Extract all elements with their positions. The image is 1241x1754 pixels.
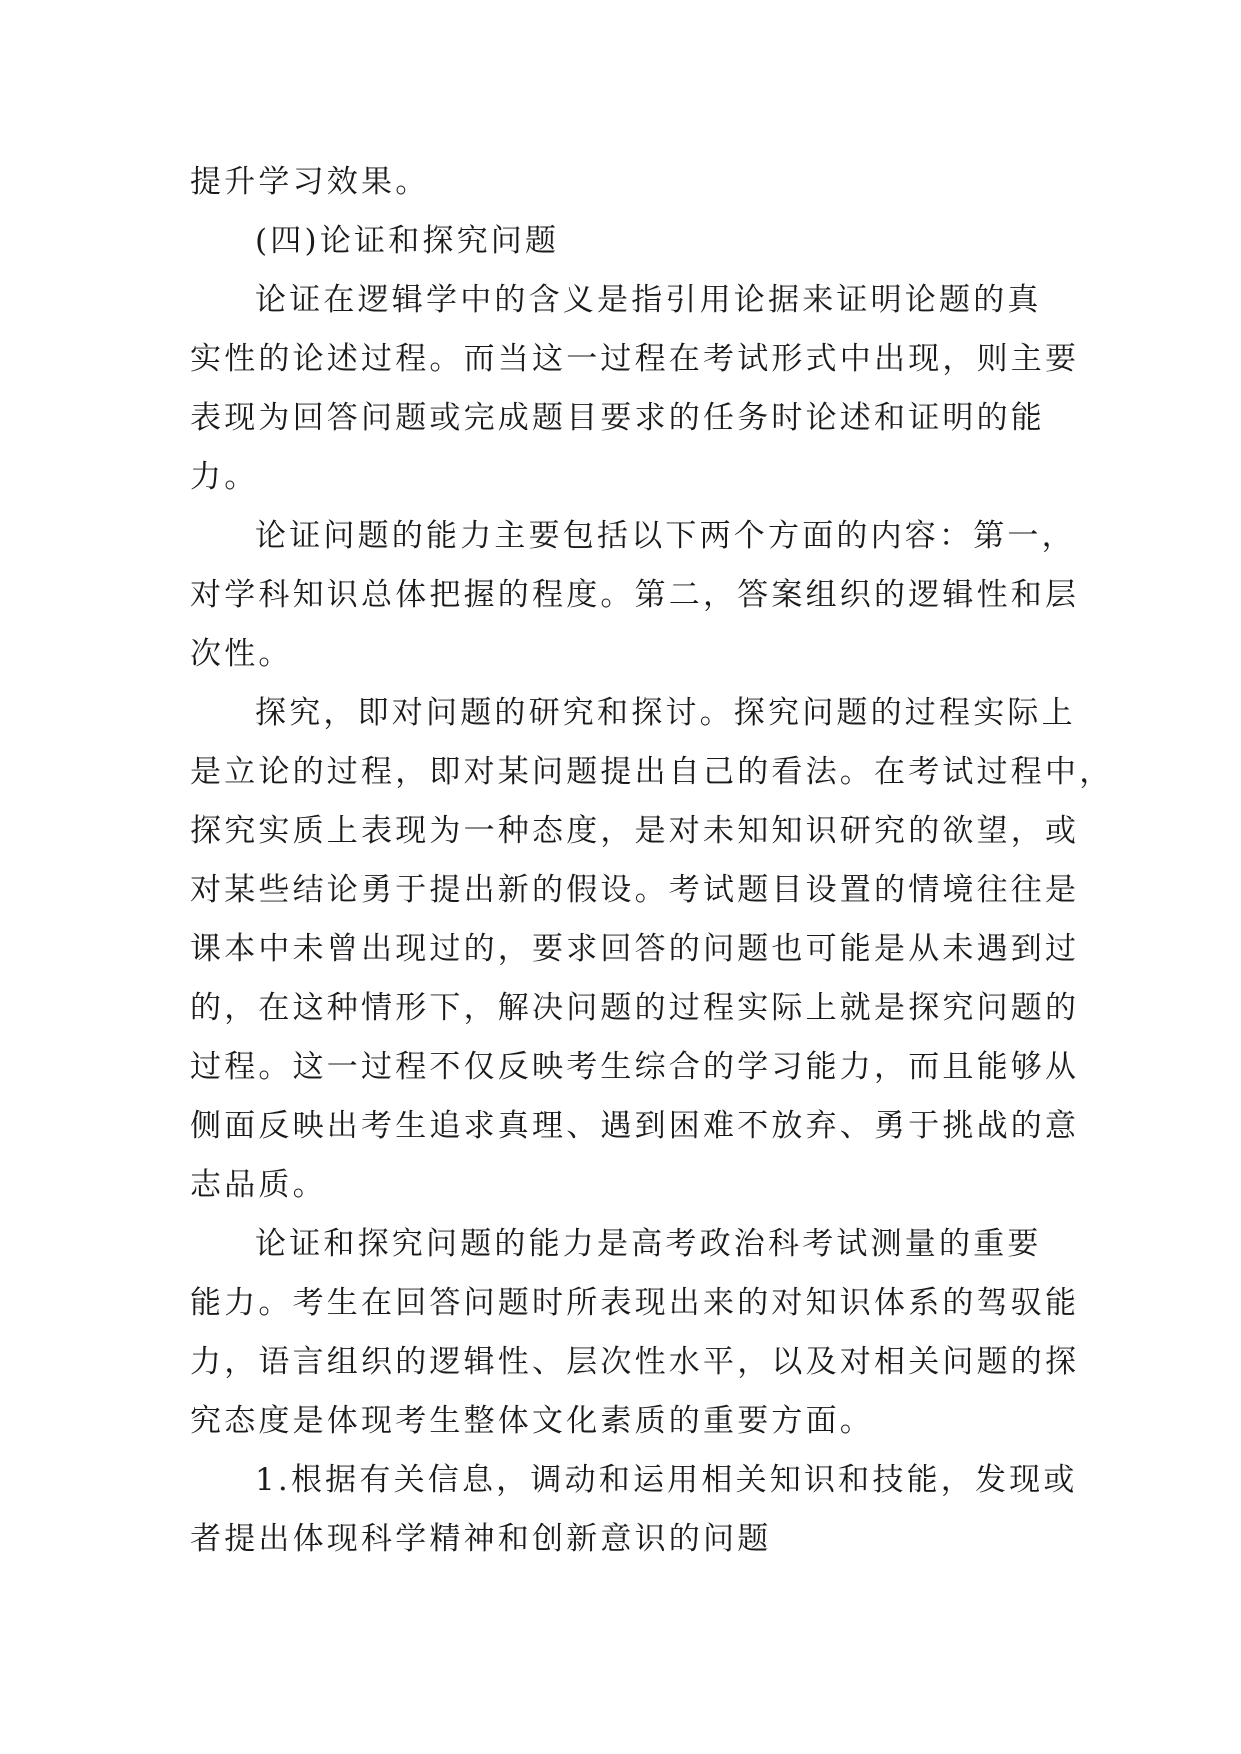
text-line: 力，语言组织的逻辑性、层次性水平，以及对相关问题的探 (190, 1344, 1080, 1380)
text-line: 过程。这一过程不仅反映考生综合的学习能力，而且能够从 (190, 1049, 1080, 1085)
text-line: 实性的论述过程。而当这一过程在考试形式中出现，则主要 (190, 341, 1080, 377)
text-line: 侧面反映出考生追求真理、遇到困难不放弃、勇于挑战的意 (190, 1108, 1080, 1144)
text-line: 志品质。 (190, 1167, 327, 1203)
text-line: 论证和探究问题的能力是高考政治科考试测量的重要 (255, 1226, 1042, 1262)
text-line: 究态度是体现考生整体文化素质的重要方面。 (190, 1403, 874, 1439)
text-line: 力。 (190, 459, 259, 495)
text-line: 对学科知识总体把握的程度。第二，答案组织的逻辑性和层 (190, 577, 1080, 613)
text-line: 论证问题的能力主要包括以下两个方面的内容：第一， (255, 518, 1076, 554)
text-line: 提升学习效果。 (190, 164, 430, 200)
text-line: 探究，即对问题的研究和探讨。探究问题的过程实际上 (255, 695, 1076, 731)
text-line: 的，在这种情形下，解决问题的过程实际上就是探究问题的 (190, 990, 1080, 1026)
text-line: 者提出体现科学精神和创新意识的问题 (190, 1521, 772, 1557)
text-line: 是立论的过程，即对某问题提出自己的看法。在考试过程中， (190, 754, 1114, 790)
text-line: 次性。 (190, 636, 293, 672)
text-line: 论证在逻辑学中的含义是指引用论据来证明论题的真 (255, 282, 1042, 318)
text-line: 对某些结论勇于提出新的假设。考试题目设置的情境往往是 (190, 872, 1080, 908)
text-line: 表现为回答问题或完成题目要求的任务时论述和证明的能 (190, 400, 1045, 436)
numbered-item: 1.根据有关信息，调动和运用相关知识和技能，发现或 (255, 1462, 1078, 1498)
text-line: 课本中未曾出现过的，要求回答的问题也可能是从未遇到过 (190, 931, 1080, 967)
text-line: 探究实质上表现为一种态度，是对未知知识研究的欲望，或 (190, 813, 1080, 849)
text-line: 能力。考生在回答问题时所表现出来的对知识体系的驾驭能 (190, 1285, 1080, 1321)
section-heading: (四)论证和探究问题 (255, 223, 560, 259)
